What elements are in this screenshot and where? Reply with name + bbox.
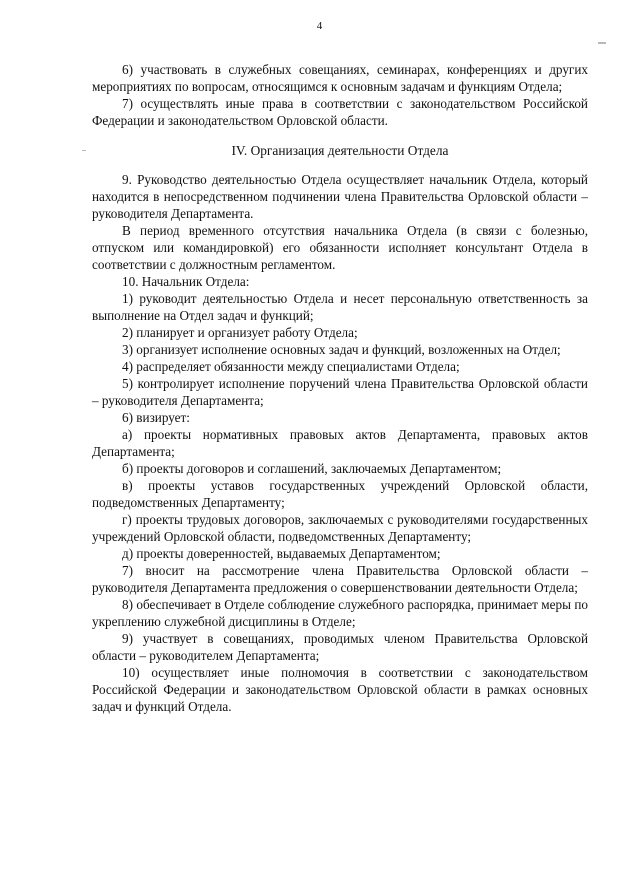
list-item-4: 4) распределяет обязанности между специалистами Отдела; xyxy=(122,359,460,374)
paragraph-item-6-rights: 6) участвовать в служебных совещаниях, семинарах, конференциях и других мероприятиях по вопросам, относящимся к основным задачам и функциям Отдела; xyxy=(92,62,588,94)
paragraph-item-7-rights: 7) осуществлять иные права в соответствии с законодательством Российской Федерации и законодательством Орловской области. xyxy=(92,96,588,128)
paragraph-10-title: 10. Начальник Отдела: xyxy=(122,274,250,289)
section-heading: IV. Организация деятельности Отдела xyxy=(231,143,449,158)
scan-mark xyxy=(82,150,86,151)
sub-item-g: г) проекты трудовых договоров, заключаемых с руководителями государственных учреждений Орловской области, подведомственных Департаменту; xyxy=(92,512,588,544)
sub-item-d: д) проекты доверенностей, выдаваемых Департаментом; xyxy=(122,546,441,561)
sub-item-a: а) проекты нормативных правовых актов Департамента, правовых актов Департамента; xyxy=(92,427,588,459)
paragraph-9: 9. Руководство деятельностью Отдела осуществляет начальник Отдела, который находится в непосредственном подчинении члена Правительства Орловской области – руководителя Департамента. xyxy=(92,172,588,221)
list-item-1: 1) руководит деятельностью Отдела и несет персональную ответственность за выполнение на Отдел задач и функций; xyxy=(92,291,588,323)
list-item-10: 10) осуществляет иные полномочия в соответствии с законодательством Российской Федерации и законодательством Орловской области в рамках основных задач и функций Отдела. xyxy=(92,665,588,714)
list-item-6: 6) визирует: xyxy=(122,410,190,425)
list-item-8: 8) обеспечивает в Отделе соблюдение служебного распорядка, принимает меры по укреплению служебной дисциплины в Отделе; xyxy=(92,597,588,629)
paragraph-temporary-absence: В период временного отсутствия начальника Отдела (в связи с болезнью, отпуском или командировкой) его обязанности исполняет консультант Отдела в соответствии с должностным регламентом. xyxy=(92,223,588,272)
page-number: 4 xyxy=(316,20,323,32)
sub-item-b: б) проекты договоров и соглашений, заключаемых Департаментом; xyxy=(122,461,502,476)
list-item-3: 3) организует исполнение основных задач и функций, возложенных на Отдел; xyxy=(122,342,561,357)
document-body xyxy=(92,61,588,715)
scan-mark xyxy=(598,42,606,44)
list-item-9: 9) участвует в совещаниях, проводимых членом Правительства Орловской области – руководителем Департамента; xyxy=(92,631,588,663)
list-item-5: 5) контролирует исполнение поручений члена Правительства Орловской области – руководителя Департамента; xyxy=(92,376,588,408)
list-item-7: 7) вносит на рассмотрение члена Правительства Орловской области – руководителя Департамента предложения о совершенствовании деятельности Отдела; xyxy=(92,563,588,595)
sub-item-v: в) проекты уставов государственных учреждений Орловской области, подведомственных Департаменту; xyxy=(92,478,588,510)
list-item-2: 2) планирует и организует работу Отдела; xyxy=(122,325,358,340)
